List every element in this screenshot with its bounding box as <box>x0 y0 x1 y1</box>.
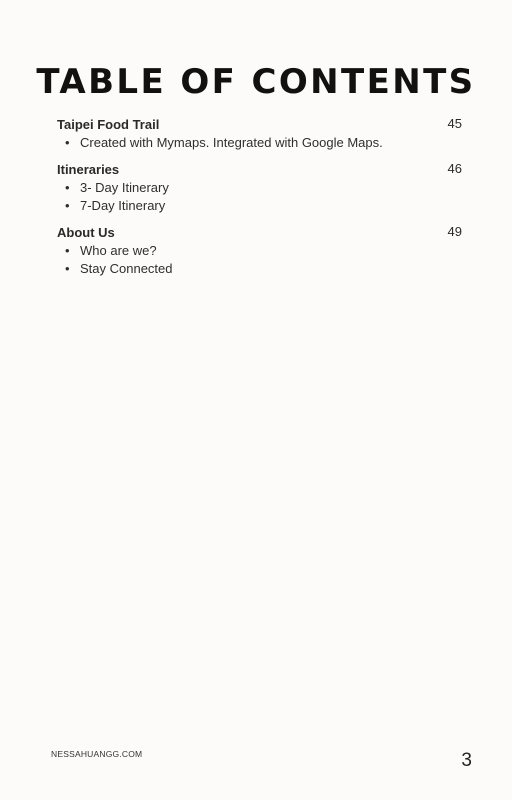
table-of-contents <box>57 116 462 287</box>
toc-section-header <box>57 224 462 242</box>
toc-section-taipei-food-trail[interactable] <box>57 116 462 152</box>
footer-page-number: 3 <box>461 750 472 771</box>
toc-section-title: Taipei Food Trail <box>57 117 160 132</box>
toc-item-label: Stay Connected <box>80 261 173 276</box>
toc-section-about-us[interactable] <box>57 224 462 278</box>
footer-website[interactable]: NESSAHUANGG.COM <box>51 749 143 759</box>
toc-item-label: 7-Day Itinerary <box>80 198 166 213</box>
toc-item[interactable] <box>57 242 462 260</box>
toc-page-number: 49 <box>447 224 462 239</box>
page-title: TABLE OF CONTENTS <box>36 62 476 102</box>
bullet-icon: • <box>65 243 70 258</box>
toc-section-title: Itineraries <box>57 162 120 177</box>
bullet-icon: • <box>65 198 70 213</box>
toc-page-number: 45 <box>447 116 462 131</box>
toc-section-header <box>57 161 462 179</box>
toc-item-list <box>57 179 462 215</box>
toc-item[interactable] <box>57 179 462 197</box>
toc-item-label: Who are we? <box>80 243 157 258</box>
toc-section-header <box>57 116 462 134</box>
toc-item[interactable] <box>57 260 462 278</box>
bullet-icon: • <box>65 135 70 150</box>
bullet-icon: • <box>65 261 70 276</box>
toc-item-list <box>57 242 462 278</box>
bullet-icon: • <box>65 180 70 195</box>
toc-item[interactable] <box>57 134 462 152</box>
toc-item-label: 3- Day Itinerary <box>80 180 169 195</box>
toc-page-number: 46 <box>447 161 462 176</box>
toc-item-label: Created with Mymaps. Integrated with Google Maps. <box>80 135 383 150</box>
toc-section-itineraries[interactable] <box>57 161 462 215</box>
toc-item-list <box>57 134 462 152</box>
toc-section-title: About Us <box>57 225 115 240</box>
toc-item[interactable] <box>57 197 462 215</box>
